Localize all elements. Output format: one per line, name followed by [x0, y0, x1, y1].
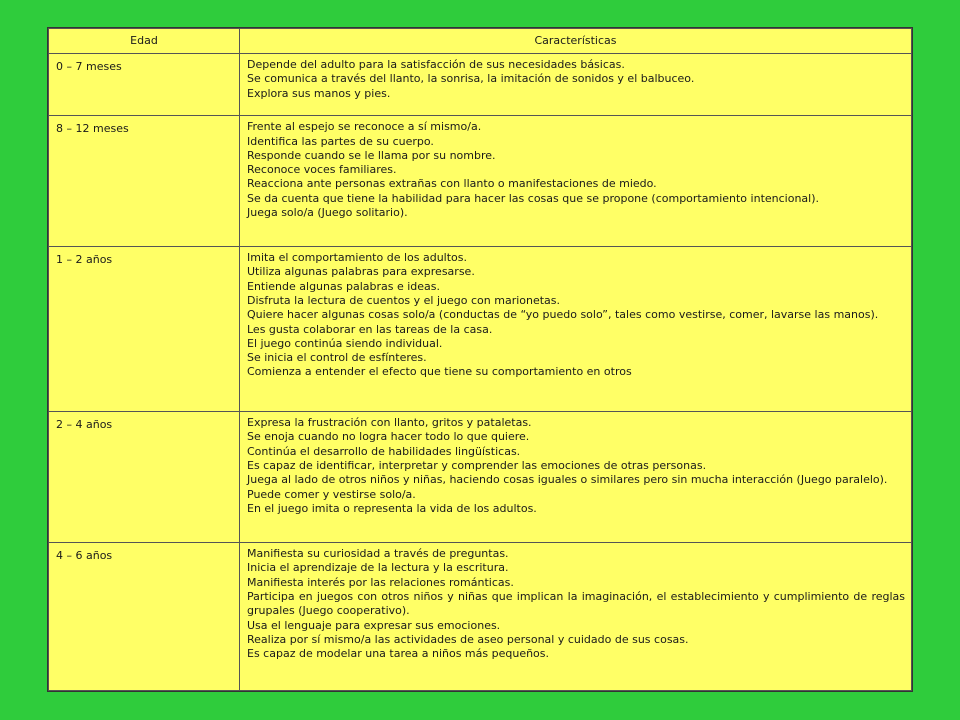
characteristic-line: Es capaz de identificar, interpretar y comprender las emociones de otras personas. — [247, 459, 707, 473]
table-row — [49, 543, 912, 691]
characteristic-line: Realiza por sí mismo/a las actividades de aseo personal y cuidado de sus cosas. — [247, 632, 689, 646]
characteristic-line: Comienza a entender el efecto que tiene su comportamiento en otros — [247, 365, 632, 379]
characteristic-line: Puede comer y vestirse solo/a. — [247, 487, 416, 501]
age-cell: 2 – 4 años — [49, 412, 240, 543]
characteristic-line: Imita el comportamiento de los adultos. — [247, 251, 467, 265]
characteristic-line: Participa en juegos con otros niños y niñas que implican la imaginación, el establecimiento y cumplimiento de reglas grupales (Juego cooperativo). — [247, 589, 905, 618]
characteristic-line: Juega solo/a (Juego solitario). — [247, 206, 408, 220]
characteristic-line: Entiende algunas palabras e ideas. — [247, 279, 440, 293]
table-body — [49, 54, 912, 691]
development-table-frame — [47, 27, 913, 692]
characteristic-line: Explora sus manos y pies. — [247, 86, 391, 100]
characteristic-line: Es capaz de modelar una tarea a niños más pequeños. — [247, 647, 550, 661]
characteristic-line: En el juego imita o representa la vida de los adultos. — [247, 501, 537, 515]
characteristic-line: Se inicia el control de esfínteres. — [247, 351, 427, 365]
characteristic-line: Utiliza algunas palabras para expresarse. — [247, 265, 475, 279]
characteristic-line: Manifiesta su curiosidad a través de preguntas. — [247, 547, 509, 561]
characteristics-cell — [240, 412, 912, 543]
characteristic-line: Se da cuenta que tiene la habilidad para hacer las cosas que se propone (comportamiento intencional). — [247, 191, 820, 205]
characteristics-cell — [240, 247, 912, 412]
characteristic-line: Les gusta colaborar en las tareas de la casa. — [247, 322, 493, 336]
characteristic-line: Expresa la frustración con llanto, gritos y pataletas. — [247, 416, 532, 430]
characteristic-line: Manifiesta interés por las relaciones románticas. — [247, 575, 514, 589]
characteristic-line: Responde cuando se le llama por su nombre. — [247, 148, 496, 162]
development-table — [48, 28, 912, 691]
age-cell: 8 – 12 meses — [49, 116, 240, 247]
characteristic-line: Frente al espejo se reconoce a sí mismo/a. — [247, 120, 482, 134]
characteristics-cell — [240, 543, 912, 691]
characteristic-line: Reacciona ante personas extrañas con llanto o manifestaciones de miedo. — [247, 177, 657, 191]
characteristic-line: Inicia el aprendizaje de la lectura y la escritura. — [247, 561, 509, 575]
characteristic-line: Usa el lenguaje para expresar sus emociones. — [247, 618, 501, 632]
table-row — [49, 412, 912, 543]
characteristic-line: Continúa el desarrollo de habilidades lingüísticas. — [247, 444, 521, 458]
characteristic-line: Quiere hacer algunas cosas solo/a (conductas de “yo puedo solo”, tales como vestirse, comer, lavarse las manos). — [247, 308, 879, 322]
table-header-row — [49, 29, 912, 54]
characteristics-cell — [240, 116, 912, 247]
table-row — [49, 247, 912, 412]
characteristic-line: El juego continúa siendo individual. — [247, 336, 443, 350]
age-cell: 0 – 7 meses — [49, 54, 240, 116]
header-caracteristicas: Características — [240, 29, 912, 54]
table-row — [49, 54, 912, 116]
characteristic-line: Disfruta la lectura de cuentos y el juego con marionetas. — [247, 293, 561, 307]
characteristic-line: Juega al lado de otros niños y niñas, haciendo cosas iguales o similares pero sin mucha interacción (Juego paralelo). — [247, 473, 888, 487]
characteristic-line: Reconoce voces familiares. — [247, 163, 397, 177]
age-cell: 1 – 2 años — [49, 247, 240, 412]
characteristic-line: Se comunica a través del llanto, la sonrisa, la imitación de sonidos y el balbuceo. — [247, 72, 695, 86]
header-edad: Edad — [49, 29, 240, 54]
characteristic-line: Depende del adulto para la satisfacción de sus necesidades básicas. — [247, 58, 625, 71]
table-row — [49, 116, 912, 247]
characteristic-line: Identifica las partes de su cuerpo. — [247, 134, 434, 148]
characteristics-cell — [240, 54, 912, 116]
characteristic-line: Se enoja cuando no logra hacer todo lo que quiere. — [247, 430, 530, 444]
age-cell: 4 – 6 años — [49, 543, 240, 691]
